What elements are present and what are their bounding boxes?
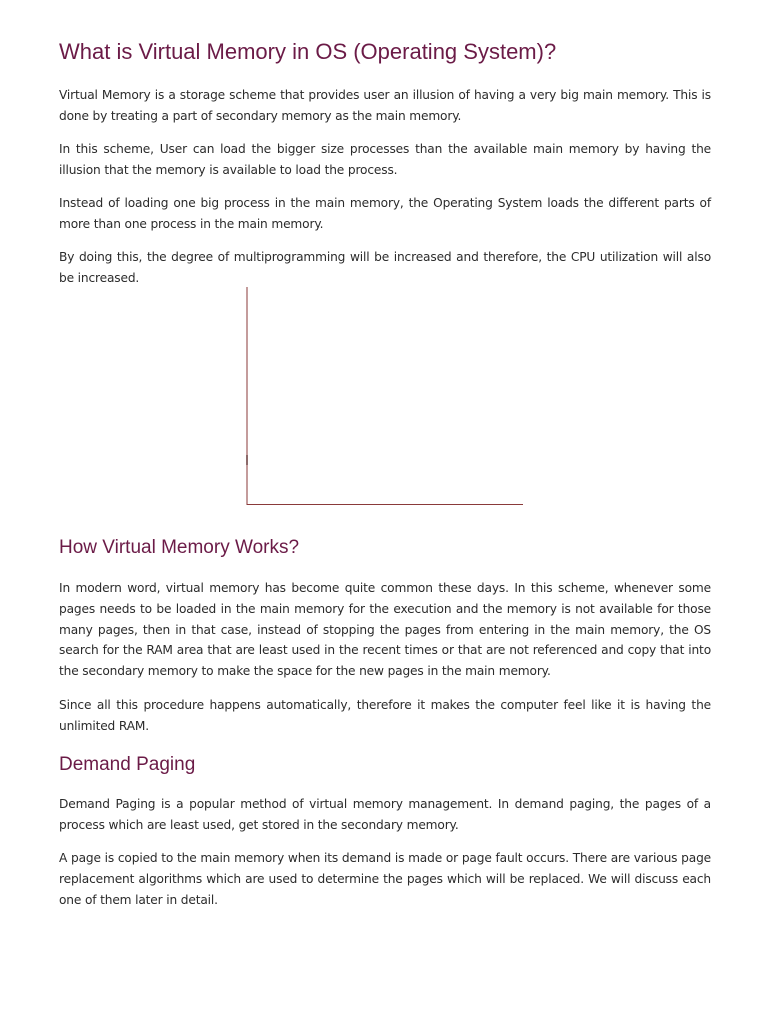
intro-paragraph-4: By doing this, the degree of multiprogramming will be increased and therefore, the CPU utilization will also be increased. <box>59 250 711 285</box>
how-works-paragraph-2: Since all this procedure happens automatically, therefore it makes the computer feel like it is having the unlimited RAM. <box>59 698 711 733</box>
diagram-axes <box>246 287 524 507</box>
intro-paragraph-1: Virtual Memory is a storage scheme that provides user an illusion of having a very big main memory. This is done by treating a part of secondary memory as the main memory. <box>59 88 711 123</box>
demand-paging-paragraph-2: A page is copied to the main memory when its demand is made or page fault occurs. There are various page replacement algorithms which are used to determine the pages which will be replaced. We will discuss each one of them later in detail. <box>59 851 711 907</box>
intro-paragraph-2: In this scheme, User can load the bigger size processes than the available main memory by having the illusion that the memory is available to load the process. <box>59 142 711 177</box>
intro-paragraph-3: Instead of loading one big process in the main memory, the Operating System loads the different parts of more than one process in the main memory. <box>59 196 711 231</box>
diagram-placeholder <box>246 287 524 507</box>
demand-paging-paragraph-1: Demand Paging is a popular method of virtual memory management. In demand paging, the pages of a process which are least used, get stored in the secondary memory. <box>59 797 711 832</box>
section-heading-demand-paging: Demand Paging <box>59 754 196 775</box>
how-works-paragraph-1: In modern word, virtual memory has become quite common these days. In this scheme, whenever some pages needs to be loaded in the main memory for the execution and the memory is not available for those many pages, then in that case, instead of stopping the pages from entering in the main memory, the OS search for the RAM area that are least used in the recent times or that are not referenced and copy that into the secondary memory to make the space for the new pages in the main memory. <box>59 581 711 679</box>
page-title: What is Virtual Memory in OS (Operating System)? <box>59 39 557 64</box>
section-heading-how-it-works: How Virtual Memory Works? <box>59 537 300 558</box>
